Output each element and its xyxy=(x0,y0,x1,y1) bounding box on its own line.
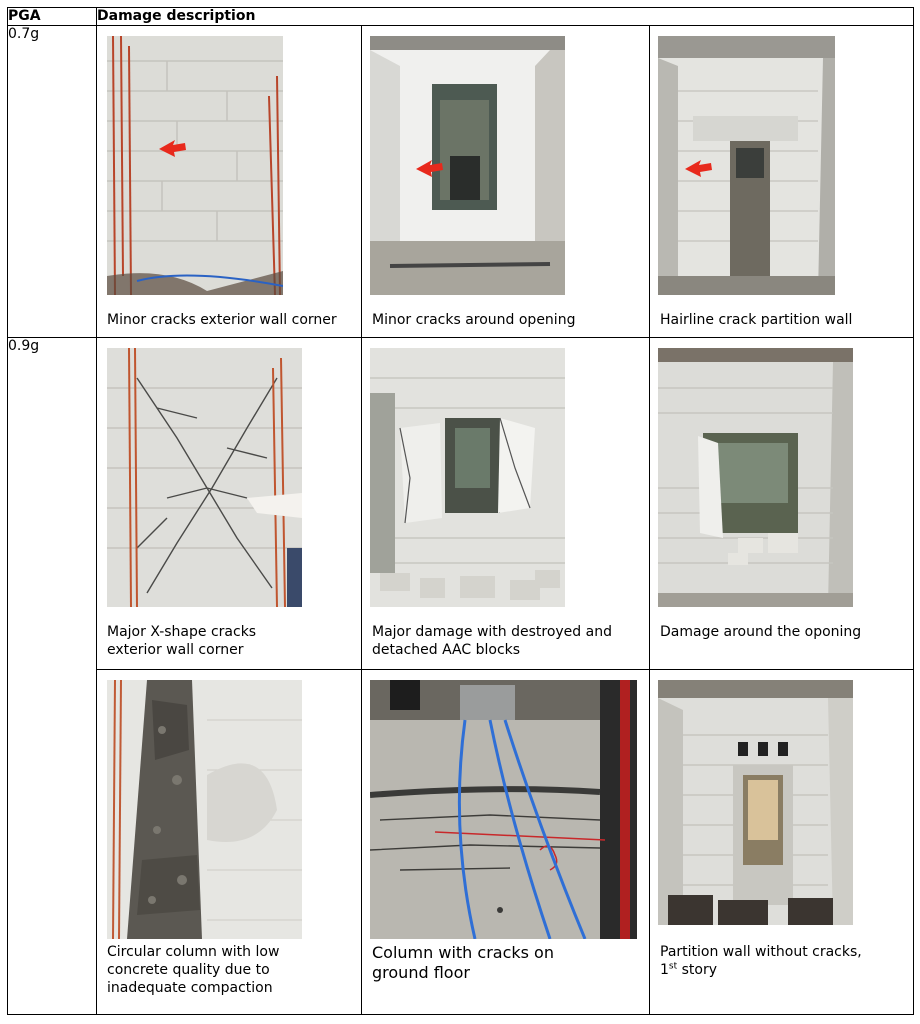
caption xyxy=(107,943,355,997)
photo-circular-column xyxy=(107,680,302,939)
caption-line xyxy=(660,961,907,979)
header-damage-description: Damage description xyxy=(97,8,914,26)
photo-damage-around-opening xyxy=(658,348,853,607)
ordinal-suffix: st xyxy=(668,961,678,972)
caption: Damage around the oponing xyxy=(660,624,862,640)
photo-opening xyxy=(370,36,565,295)
caption: Hairline crack partition wall xyxy=(660,312,853,328)
caption-line: concrete quality due to xyxy=(107,962,270,978)
caption-line: detached AAC blocks xyxy=(372,642,521,658)
pga-cell: 0.7g xyxy=(8,26,97,338)
table-row xyxy=(8,338,914,670)
header-row xyxy=(8,8,914,26)
caption-line: exterior wall corner xyxy=(107,642,244,658)
caption: Minor cracks around opening xyxy=(372,312,576,328)
damage-cell xyxy=(362,338,650,670)
caption-line: Column with cracks on xyxy=(372,943,554,962)
damage-cell xyxy=(97,26,362,338)
photo-column-cracks-ground-floor xyxy=(370,680,637,939)
damage-cell xyxy=(97,338,362,670)
photo-exterior-wall-corner xyxy=(107,36,283,295)
damage-cell xyxy=(97,670,362,1015)
story-label: story xyxy=(677,962,717,978)
caption xyxy=(660,943,907,979)
pga-cell: 0.9g xyxy=(8,338,97,1015)
caption-line: Major X-shape cracks xyxy=(107,624,257,640)
caption-line: Major damage with destroyed and xyxy=(372,624,612,640)
caption: Minor cracks exterior wall corner xyxy=(107,312,337,328)
caption-line: ground floor xyxy=(372,963,470,982)
story-number: 1 xyxy=(660,962,669,978)
damage-cell xyxy=(362,26,650,338)
photo-x-shape-cracks xyxy=(107,348,302,607)
caption xyxy=(107,623,355,659)
caption-line: Partition wall without cracks, xyxy=(660,944,862,960)
damage-cell xyxy=(362,670,650,1015)
photo-destroyed-aac-blocks xyxy=(370,348,565,607)
photo-partition-wall xyxy=(658,36,835,295)
damage-cell xyxy=(650,26,914,338)
table-row xyxy=(8,670,914,1015)
header-pga: PGA xyxy=(8,8,97,26)
damage-table xyxy=(7,7,914,1015)
damage-cell xyxy=(650,338,914,670)
caption-line: inadequate compaction xyxy=(107,980,273,996)
caption xyxy=(372,623,643,659)
table-row xyxy=(8,26,914,338)
damage-cell xyxy=(650,670,914,1015)
caption-line: Circular column with low xyxy=(107,944,280,960)
photo-partition-wall-no-cracks xyxy=(658,680,853,925)
caption xyxy=(372,943,643,983)
